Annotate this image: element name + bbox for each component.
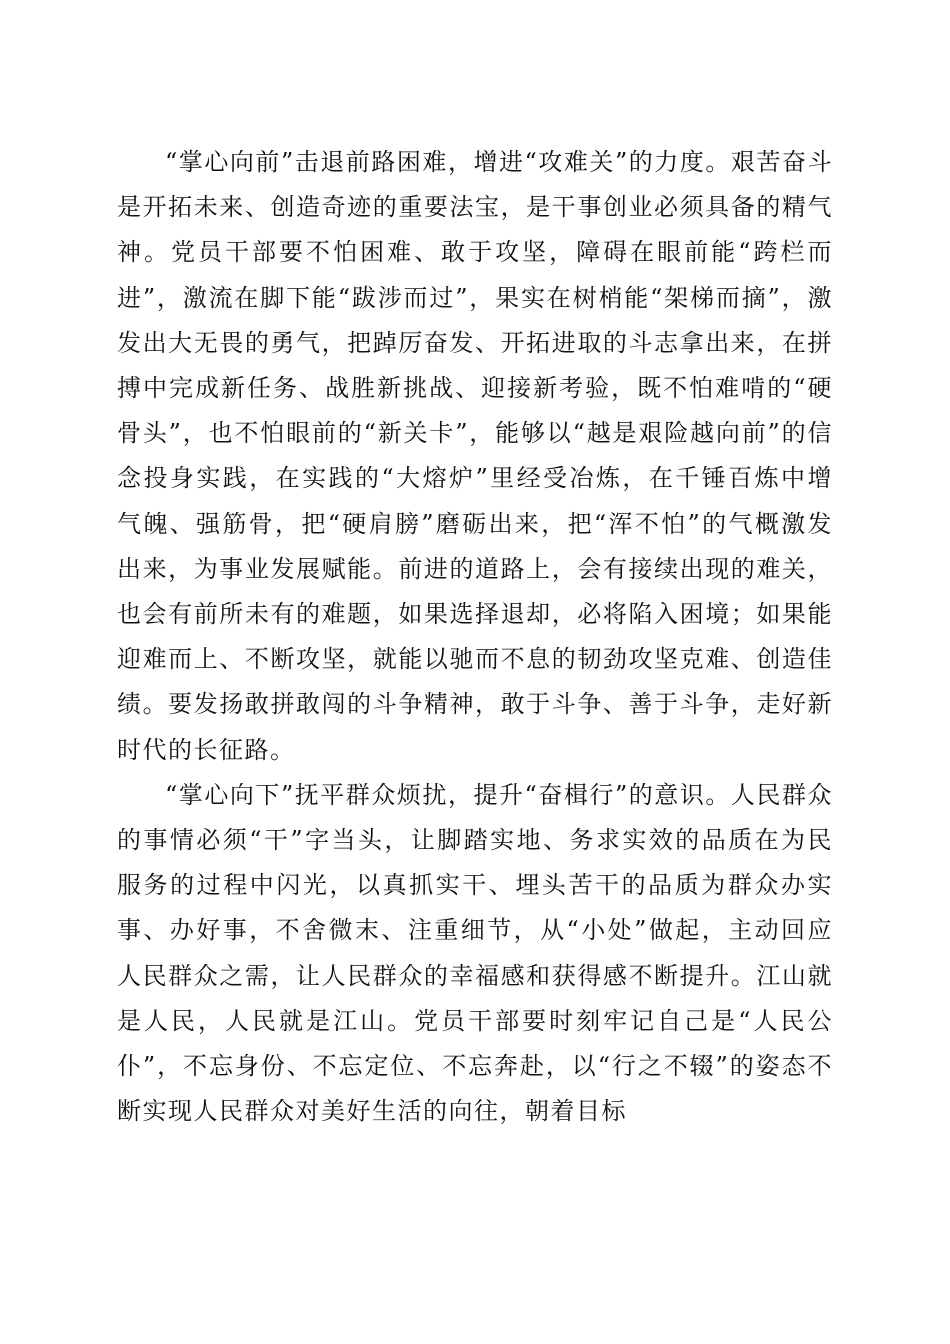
paragraph-1: “掌心向前”击退前路困难，增进“攻难关”的力度。艰苦奋斗是开拓未来、创造奇迹的重要法宝，是干事创业必须具备的精气神。党员干部要不怕困难、敢于攻坚，障碍在眼前能“跨栏而进”，激流在脚下能“跋涉而过”，果实在树梢能“架梯而摘”，激发出大无畏的勇气，把踔厉奋发、开拓进取的斗志拿出来，在拼搏中完成新任务、战胜新挑战、迎接新考验，既不怕难啃的“硬骨头”，也不怕眼前的“新关卡”，能够以“越是艰险越向前”的信念投身实践，在实践的“大熔炉”里经受冶炼，在千锤百炼中增气魄、强筋骨，把“硬肩膀”磨砺出来，把“浑不怕”的气概激发出来，为事业发展赋能。前进的道路上，会有接续出现的难关，也会有前所未有的难题，如果选择退却，必将陷入困境；如果能迎难而上、不断攻坚，就能以驰而不息的韧劲攻坚克难、创造佳绩。要发扬敢拼敢闯的斗争精神，敢于斗争、善于斗争，走好新时代的长征路。: [117, 148, 833, 764]
paragraph-2: “掌心向下”抚平群众烦扰，提升“奋楫行”的意识。人民群众的事情必须“干”字当头，让脚踏实地、务求实效的品质在为民服务的过程中闪光，以真抓实干、埋头苦干的品质为群众办实事、办好事，不舍微末、注重细节，从“小处”做起，主动回应人民群众之需，让人民群众的幸福感和获得感不断提升。江山就是人民，人民就是江山。党员干部要时刻牢记自己是“人民公仆”，不忘身份、不忘定位、不忘奔赴，以“行之不辍”的姿态不断实现人民群众对美好生活的向往，朝着目标: [117, 780, 833, 1126]
document-body: [117, 140, 833, 1134]
